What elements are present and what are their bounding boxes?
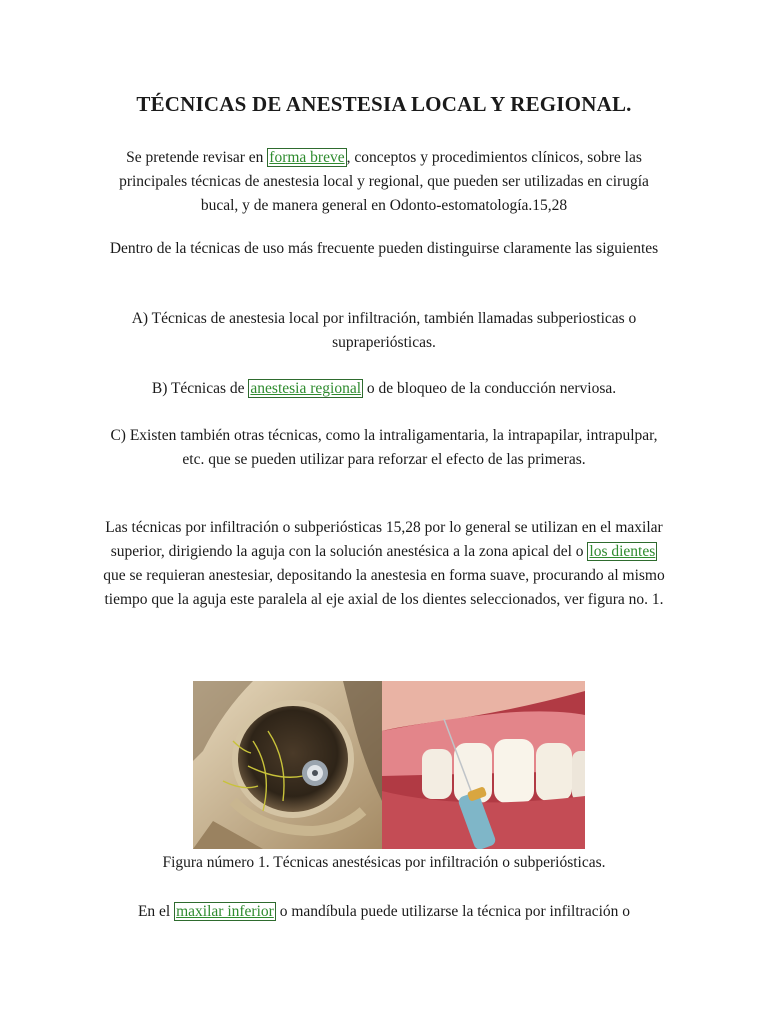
injection-mark [302, 760, 328, 786]
paragraph-infiltration-before: Las técnicas por infiltración o subperiósticas 15,28 por lo general se utilizan en el maxilar superior, dirigiendo la aguja con la solución anestésica a la zona apical del o [105, 519, 663, 560]
paragraph-techniques: Dentro de la técnicas de uso más frecuente pueden distinguirse claramente las siguientes [109, 240, 659, 257]
link-forma-breve[interactable]: forma breve [269, 149, 345, 166]
paragraph-intro-text-after: , conceptos y procedimientos clínicos, sobre las principales técnicas de anestesia local y regional, que pueden ser utilizadas en cirugía bucal, y de manera general en Odonto-estomatología.15,28 [119, 149, 649, 214]
paragraph-technique-c: C) Existen también otras técnicas, como la intraligamentaria, la intrapapilar, intrapulpar, etc. que se pueden utilizar para reforzar el efecto de las primeras. [110, 427, 658, 468]
figure-mouth-image [382, 681, 585, 849]
link-anestesia-regional[interactable]: anestesia regional [250, 380, 362, 397]
paragraph-infiltration-after: que se requieran anestesiar, depositando la anestesia en forma suave, procurando al mismo tiempo que la aguja este paralela al eje axial de los dientes seleccionados, ver figura no. 1. [103, 567, 665, 608]
mouth-injection-photo [382, 681, 585, 849]
paragraph-technique-a: A) Técnicas de anestesia local por infiltración, también llamadas subperiosticas o supraperiósticas. [131, 310, 637, 351]
paragraph-mandible [100, 900, 668, 924]
paragraph-technique-b-after: o de bloqueo de la conducción nerviosa. [363, 380, 617, 397]
figure-1 [193, 681, 585, 849]
paragraph-mandible-after: o mandíbula puede utilizarse la técnica por infiltración o [275, 903, 631, 920]
link-los-dientes[interactable]: los dientes [589, 543, 656, 560]
link-maxilar-inferior[interactable]: maxilar inferior [176, 903, 274, 920]
page-title: TÉCNICAS DE ANESTESIA LOCAL Y REGIONAL. [136, 92, 632, 116]
paragraph-infiltration [100, 516, 668, 612]
paragraph-technique-b-before: B) Técnicas de [151, 380, 249, 397]
paragraph-intro [100, 146, 668, 218]
skull-illustration [193, 681, 382, 849]
figure-skull-image [193, 681, 382, 849]
figure-caption: Figura número 1. Técnicas anestésicas por infiltración o subperiósticas. [162, 854, 606, 871]
paragraph-intro-text-before: Se pretende revisar en [126, 149, 268, 166]
paragraph-technique-b [100, 377, 668, 401]
paragraph-mandible-before: En el [137, 903, 175, 920]
